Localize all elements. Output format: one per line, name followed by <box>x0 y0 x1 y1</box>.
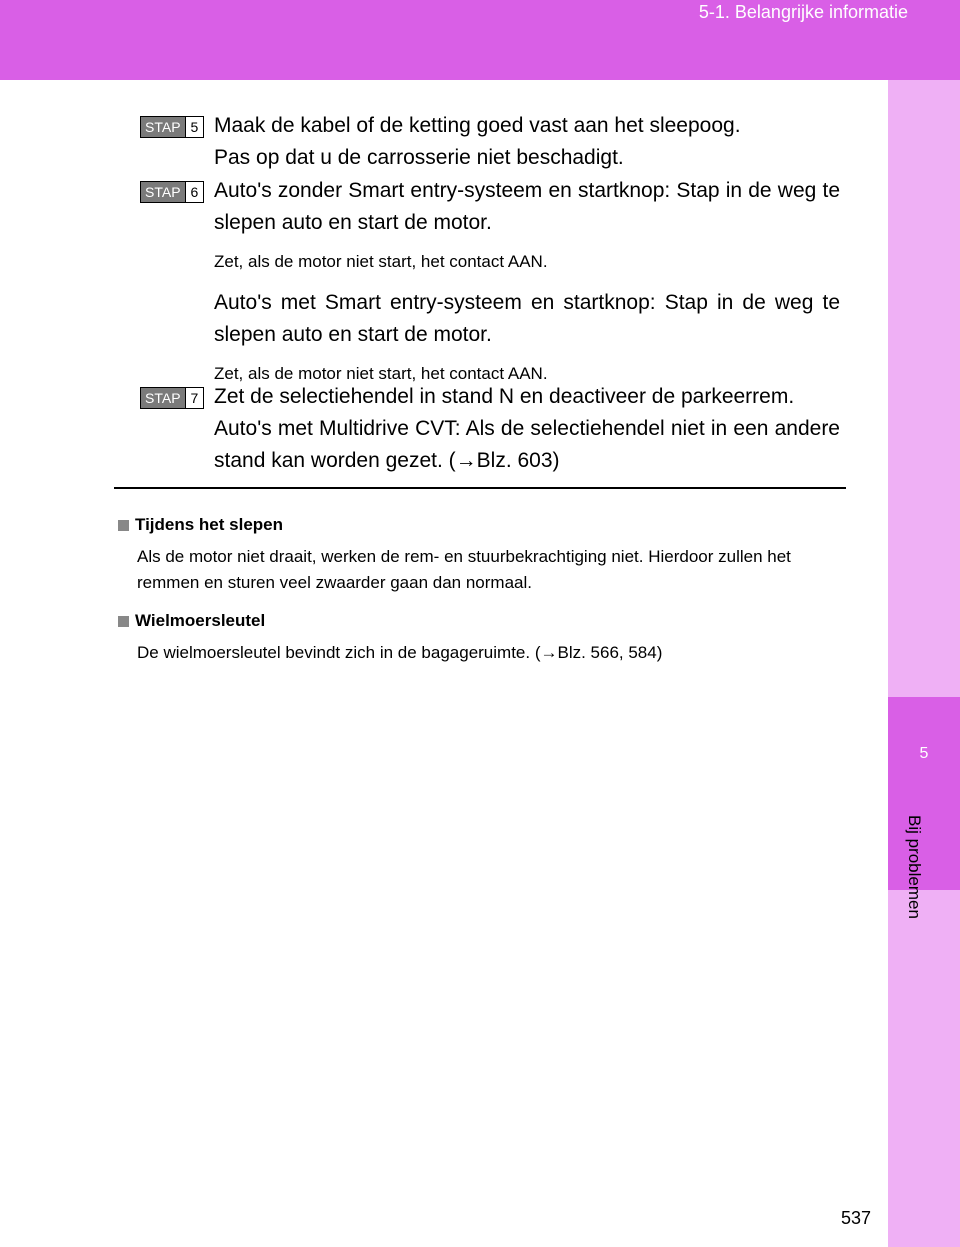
step-badge-number: 5 <box>185 117 204 137</box>
step-badge <box>140 387 204 409</box>
step-badge-number: 6 <box>185 182 204 202</box>
square-bullet-icon <box>118 520 129 531</box>
chapter-title: Bij problemen <box>905 815 924 919</box>
step-text: Auto's met Smart entry-systeem en startknop: Stap in de weg te slepen auto en start de motor. <box>214 291 840 346</box>
step-text: Zet de selectiehendel in stand N en deactiveer de parkeerrem. <box>214 385 795 408</box>
step-badge-number: 7 <box>185 388 204 408</box>
info-title: Tijdens het slepen <box>135 515 284 534</box>
step-badge-label: STAP <box>141 182 185 202</box>
chapter-number: 5 <box>919 745 929 762</box>
chapter-tab <box>888 697 960 919</box>
square-bullet-icon <box>118 616 129 627</box>
step-note: Zet, als de motor niet start, het contact AAN. <box>214 364 548 383</box>
info-block-wrench <box>118 608 848 666</box>
info-block-towing <box>118 512 848 596</box>
step-7 <box>140 381 840 477</box>
side-tab <box>888 80 960 1247</box>
info-text: De wielmoersleutel bevindt zich in de bagageruimte. (→Blz. 566, 584) <box>137 643 663 662</box>
page-header <box>0 0 960 80</box>
step-5 <box>140 110 840 174</box>
section-divider <box>114 487 846 489</box>
step-note: Zet, als de motor niet start, het contact AAN. <box>214 252 548 271</box>
info-text: Als de motor niet draait, werken de rem- en stuurbekrachtiging niet. Hierdoor zullen het remmen en sturen veel zwaarder gaan dan normaal. <box>137 547 791 592</box>
step-text: Maak de kabel of de ketting goed vast aan het sleepoog. <box>214 114 741 137</box>
page-number: 537 <box>841 1208 872 1228</box>
info-title: Wielmoersleutel <box>135 611 266 630</box>
step-text: Pas op dat u de carrosserie niet beschadigt. <box>214 146 624 169</box>
step-text: Auto's met Multidrive CVT: Als de selectiehendel niet in een andere stand kan worden gezet. (→Blz. 603) <box>214 417 840 472</box>
step-badge <box>140 181 204 203</box>
step-badge-label: STAP <box>141 388 185 408</box>
step-text: Auto's zonder Smart entry-systeem en startknop: Stap in de weg te slepen auto en start de motor. <box>214 179 840 234</box>
step-badge-label: STAP <box>141 117 185 137</box>
step-badge <box>140 116 204 138</box>
step-6 <box>140 175 840 399</box>
section-title: 5-1. Belangrijke informatie <box>698 2 908 22</box>
